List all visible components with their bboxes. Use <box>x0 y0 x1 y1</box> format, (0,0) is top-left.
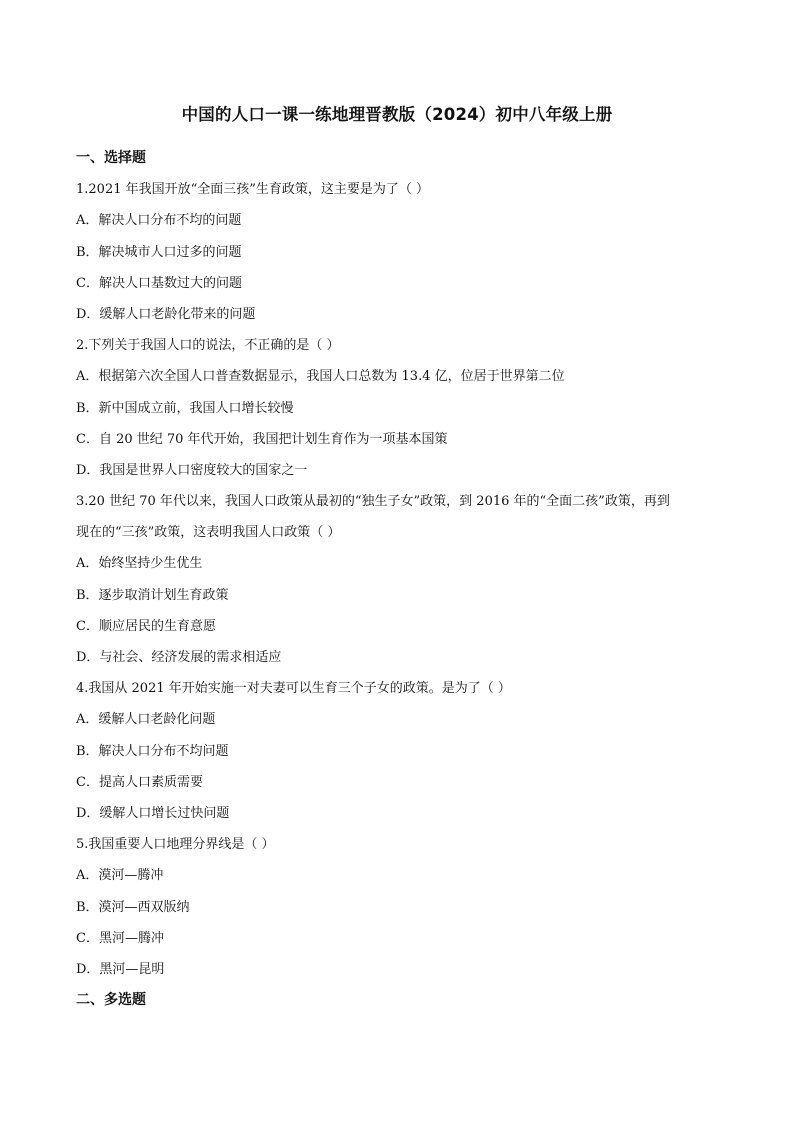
question-1-option-b: B．解决城市人口过多的问题 <box>76 244 242 260</box>
question-1-option-c: C．解决人口基数过大的问题 <box>76 275 242 291</box>
question-3-option-c: C．顺应居民的生育意愿 <box>76 618 216 634</box>
question-1-option-d: D．缓解人口老龄化带来的问题 <box>76 306 256 322</box>
question-2-option-d: D．我国是世界人口密度较大的国家之一 <box>76 462 308 478</box>
question-1-option-a: A．解决人口分布不均的问题 <box>76 213 242 229</box>
document-content <box>76 143 722 1016</box>
question-2-option-a: A．根据第六次全国人口普查数据显示，我国人口总数为 13.4 亿，位居于世界第二位 <box>76 369 565 385</box>
question-2-option-b: B．新中国成立前，我国人口增长较慢 <box>76 400 294 416</box>
question-3-stem-line-2: 现在的“三孩”政策，这表明我国人口政策（ ） <box>76 525 341 541</box>
question-4-option-b: B．解决人口分布不均问题 <box>76 743 229 759</box>
question-3-option-d: D．与社会、经济发展的需求相适应 <box>76 650 282 665</box>
section-heading-multiple-choice: 二、多选题 <box>76 992 146 1009</box>
question-5-option-d: D．黑河—昆明 <box>76 961 165 977</box>
question-3-option-b: B．逐步取消计划生育政策 <box>76 587 229 603</box>
question-4-option-a: A．缓解人口老龄化问题 <box>76 712 216 728</box>
question-1-stem: 1.2021 年我国开放“全面三孩”生育政策，这主要是为了（ ） <box>76 182 430 198</box>
question-4-stem: 4.我国从 2021 年开始实施一对夫妻可以生育三个子女的政策。是为了（ ） <box>76 681 511 697</box>
question-5-option-c: C．黑河—腾冲 <box>76 930 164 946</box>
question-2-option-c: C．自 20 世纪 70 年代开始，我国把计划生育作为一项基本国策 <box>76 431 448 447</box>
question-2-stem: 2.下列关于我国人口的说法，不正确的是（ ） <box>76 338 340 354</box>
document-title: 中国的人口一课一练地理晋教版（2024）初中八年级上册 <box>181 105 613 124</box>
question-4-option-d: D．缓解人口增长过快问题 <box>76 805 230 821</box>
question-5-option-b: B．漠河—西双版纳 <box>76 899 190 915</box>
question-5-option-a: A．漠河—腾冲 <box>76 868 164 884</box>
question-3-option-a: A．始终坚持少生优生 <box>76 556 203 572</box>
section-heading-choice: 一、选择题 <box>76 150 146 166</box>
question-4-option-c: C．提高人口素质需要 <box>76 774 203 790</box>
question-3-stem-line-1: 3.20 世纪 70 年代以来，我国人口政策从最初的“独生子女”政策，到 2016 年的“全面二孩”政策，再到 <box>76 494 670 510</box>
question-5-stem: 5.我国重要人口地理分界线是（ ） <box>76 837 275 853</box>
